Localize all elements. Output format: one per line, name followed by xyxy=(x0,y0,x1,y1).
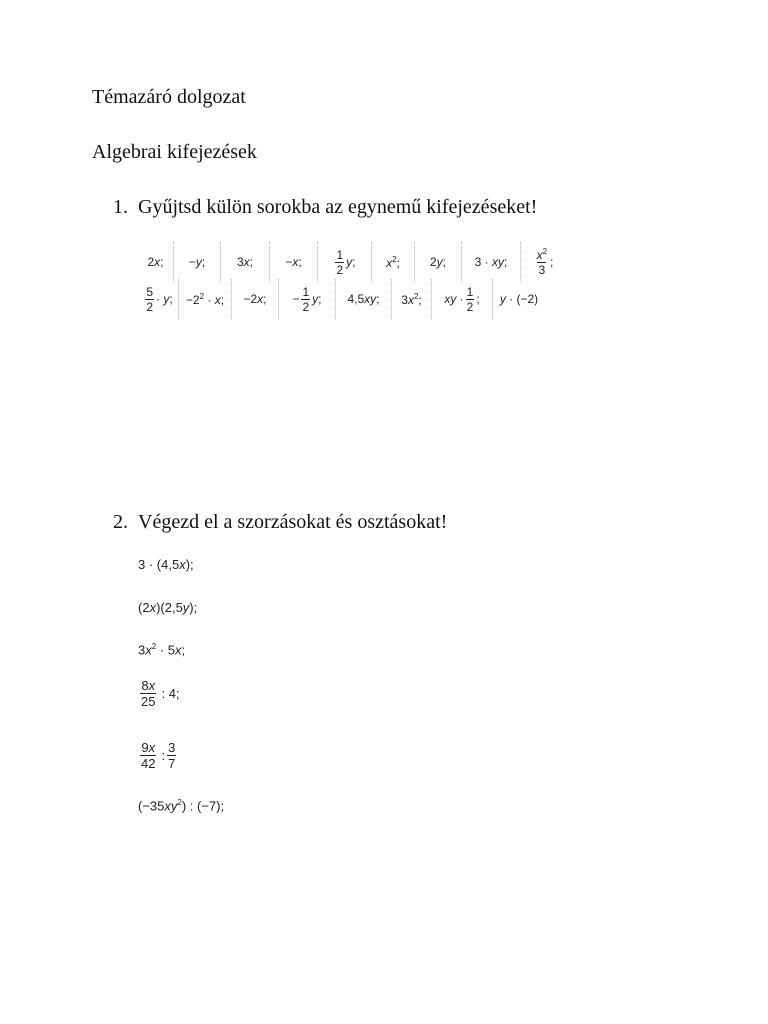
term-3-xy: 3 · xy; xyxy=(462,242,521,282)
term-2y: 2y; xyxy=(415,242,462,282)
task-2-heading xyxy=(113,511,447,534)
task-2-text: Végezd el a szorzásokat és osztásokat! xyxy=(138,511,448,533)
term-2x: 2x; xyxy=(138,242,174,282)
term-neg-x: −x; xyxy=(270,242,318,282)
term-y-times-neg-2: y · (−2) xyxy=(499,292,539,306)
term-neg-2x: −2x; xyxy=(232,279,279,319)
term-half-y: $\frac{1}{2}$ y; xyxy=(318,242,372,282)
term-3x: 3x; xyxy=(221,242,270,282)
term-neg-half-y: − $\frac{1}{2}$ y; xyxy=(279,279,336,319)
term-neg-y: −y; xyxy=(174,242,221,282)
exercise-item-6: $(-35xy^2)$ : (−7); xyxy=(138,798,225,814)
term-3x-squared: $3x^2$; xyxy=(392,279,432,319)
task-1-row-1 xyxy=(138,242,566,282)
task-2-number: 2. xyxy=(113,511,128,533)
task-1-text: Gyűjtsd külön sorokba az egynemű kifejezéseket! xyxy=(138,196,538,218)
document-subtitle: Algebrai kifejezések xyxy=(92,141,257,163)
term-4-5xy: 4,5xy; xyxy=(336,279,392,319)
task-1-heading xyxy=(113,196,537,219)
exercise-item-4: $\frac{8x}{25}$ : 4; xyxy=(141,678,180,709)
term-xy-half: xy · $\frac{1}{2}$ ; xyxy=(432,279,493,319)
term-x-squared-over-3: $\frac{x^2}{3}$ ; xyxy=(536,247,554,277)
term-x-squared: $x^2$; xyxy=(372,242,415,282)
exercise-item-5: $\frac{9x}{42}$ : $\frac{3}{7}$ xyxy=(141,740,176,771)
task-1-row-2 xyxy=(138,279,545,319)
document-title: Témazáró dolgozat xyxy=(92,86,246,108)
task-1-number: 1. xyxy=(113,196,128,218)
term-neg-2-squared-x: $-2^2 \cdot x$; xyxy=(179,279,232,319)
exercise-item-3: $3x^2 \cdot 5x$; xyxy=(138,642,186,658)
exercise-item-2: (2x)(2,5y); xyxy=(138,600,198,615)
exercise-item-1: 3 · (4,5x); xyxy=(138,557,194,572)
term-five-halves-y: $\frac{5}{2}$ · y; xyxy=(138,279,179,319)
